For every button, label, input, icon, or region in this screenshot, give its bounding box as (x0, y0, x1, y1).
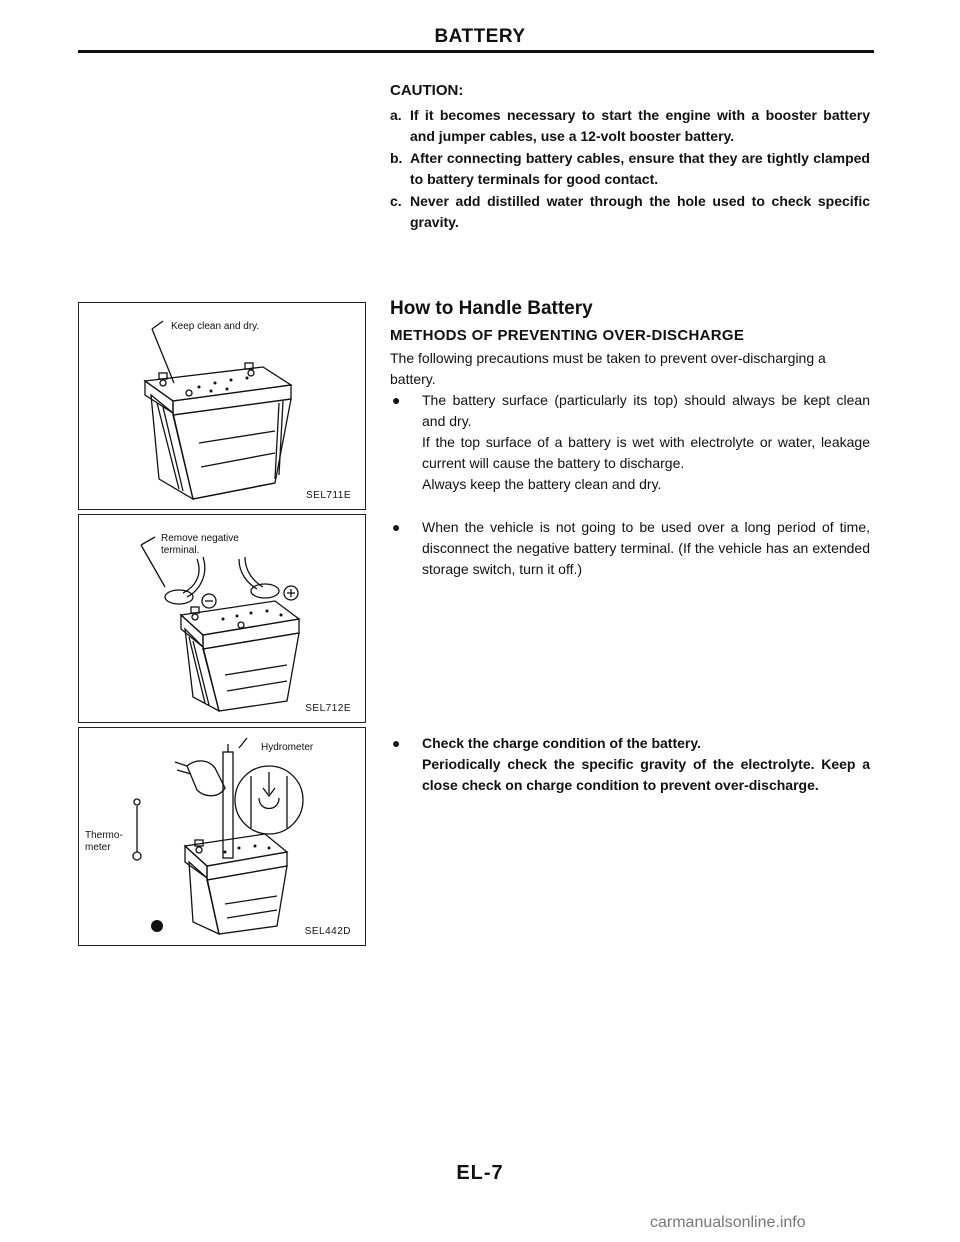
page-number: EL-7 (456, 1162, 504, 1184)
header-rule (78, 50, 874, 53)
bullet-text: If the top surface of a battery is wet with electrolyte or water, leakage current will cause the battery to discharge. (422, 434, 870, 471)
watermark: carmanualsonline.info (650, 1214, 806, 1231)
bullet-clean-dry (390, 390, 870, 495)
figure-code: SEL711E (305, 490, 351, 501)
figure-keep-clean (78, 302, 366, 510)
caution-block (390, 80, 870, 234)
subsection-title: METHODS OF PREVENTING OVER-DISCHARGE (390, 327, 745, 344)
bullet-charge-check (390, 733, 870, 796)
battery-illustration-icon (79, 303, 365, 509)
caution-item-c (390, 191, 870, 233)
caution-item-b (390, 148, 870, 190)
caution-text: If it becomes necessary to start the engine with a booster battery and jumper cables, use a 12-volt booster battery. (410, 107, 870, 144)
bullet-text: When the vehicle is not going to be used over a long period of time, disconnect the negative battery terminal. (If the vehicle has an extended storage switch, turn it off.) (422, 519, 870, 577)
bullet-text: The battery surface (particularly its top) should always be kept clean and dry. (422, 392, 870, 429)
page-title: BATTERY (434, 26, 526, 47)
caution-letter: a. (390, 107, 402, 123)
figure-label: Hydrometer (261, 742, 314, 753)
figure-label: Remove negative terminal. (161, 533, 239, 556)
caution-text: Never add distilled water through the hole used to check specific gravity. (410, 193, 870, 230)
bullet-icon: ● (392, 735, 401, 751)
bullet-disconnect (390, 517, 870, 580)
figure-hydrometer (78, 727, 366, 946)
caution-title: CAUTION: (390, 82, 464, 99)
section-header (390, 298, 870, 392)
bullet-icon: ● (392, 392, 401, 408)
bullet-text: Always keep the battery clean and dry. (422, 476, 662, 492)
figure-label: Keep clean and dry. (171, 321, 260, 332)
figure-label: Thermo-meter (85, 830, 123, 853)
section-title: How to Handle Battery (390, 298, 593, 319)
bullet-text: Check the charge condition of the battery. (422, 735, 702, 751)
bullet-icon: ● (392, 519, 401, 535)
figure-remove-negative (78, 514, 366, 723)
figure-code: SEL442D (304, 926, 351, 937)
figure-code: SEL712E (305, 703, 351, 714)
caution-letter: b. (390, 150, 403, 166)
caution-item-a (390, 105, 870, 147)
caution-text: After connecting battery cables, ensure that they are tightly clamped to battery terminals for good contact. (410, 150, 870, 187)
caution-letter: c. (390, 193, 402, 209)
bullet-text: Periodically check the specific gravity of the electrolyte. Keep a close check on charge condition to prevent over-discharge. (422, 756, 870, 793)
intro-text: The following precautions must be taken to prevent over-discharging a battery. (390, 350, 826, 387)
